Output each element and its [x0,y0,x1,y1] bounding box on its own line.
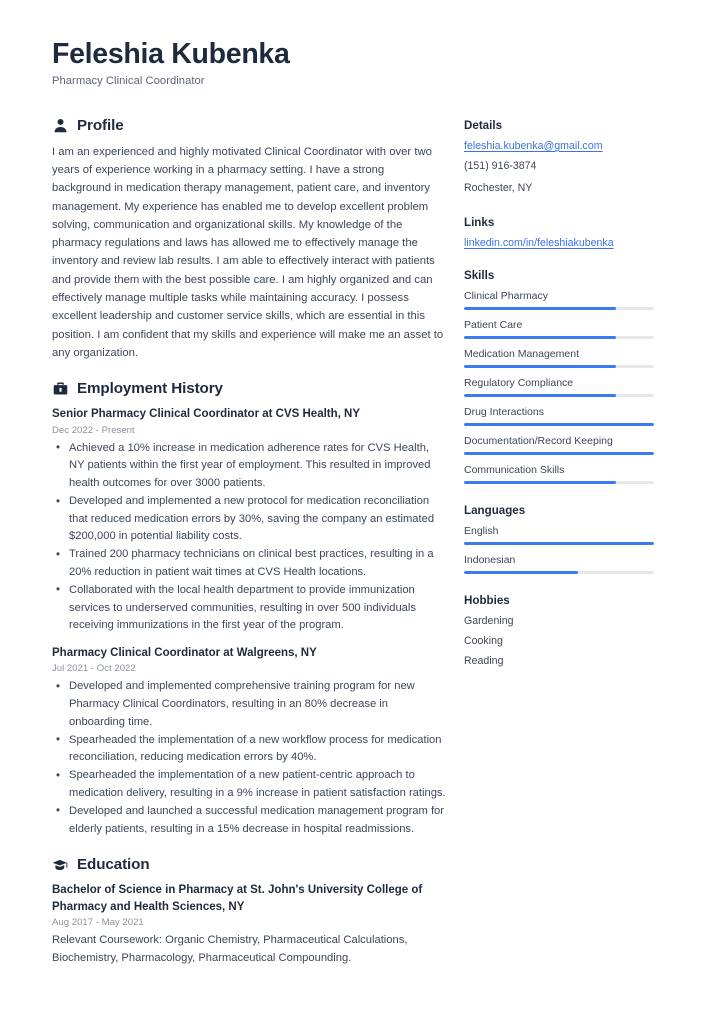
graduation-cap-icon [52,857,68,873]
skill-bar-track [464,307,654,310]
skill-bar-track [464,481,654,484]
section-title-education: Education [77,856,150,874]
language-item [464,525,654,545]
entry-note: Relevant Coursework: Organic Chemistry, Pharmaceutical Calculations, Biochemistry, Pharmacology, Pharmaceutical Compounding. [52,934,408,965]
skill-item [464,464,654,484]
bullet-item: • Developed and implemented comprehensive training program for new Pharmacy Clinical Coordinators, resulting in an 80% decrease in onboarding time. [52,678,446,731]
skill-bar-track [464,394,654,397]
resume-header [52,38,672,87]
skill-bar-fill [464,481,616,484]
skill-label: Regulatory Compliance [464,377,574,390]
entry-date: Aug 2017 - May 2021 [52,917,144,929]
skill-label: Communication Skills [464,464,565,477]
skill-label: Drug Interactions [464,406,544,419]
section-heading-education [52,856,446,873]
skill-bar-fill [464,365,616,368]
skill-bar-fill [464,307,616,310]
briefcase-icon [52,381,68,397]
hobby-item: Cooking [464,635,503,648]
bullet-item: • Trained 200 pharmacy technicians on clinical best practices, resulting in a 20% reduction in patient wait times at CVS Health locations. [52,546,446,581]
skill-item [464,406,654,426]
sidebar-skills [464,269,654,484]
entry-bullet-list [52,678,446,838]
skill-label: Medication Management [464,348,579,361]
skill-bar-track [464,336,654,339]
sidebar-title-skills: Skills [464,269,495,283]
section-heading-employment [52,380,446,397]
employment-entry [52,645,446,838]
resume-body [52,117,672,986]
language-item [464,554,654,574]
linkedin-link[interactable]: linkedin.com/in/feleshiakubenka [464,237,614,250]
skill-label: Documentation/Record Keeping [464,435,613,448]
bullet-item: • Collaborated with the local health department to provide immunization services to underserved communities, resulting in over 500 individuals receiving immunizations in the first year of the program. [52,582,446,635]
entry-title: Pharmacy Clinical Coordinator at Walgreens, NY [52,646,317,659]
bullet-item: • Developed and launched a successful medication management program for elderly patients, resulting in a 15% decrease in hospital readmissions. [52,803,446,838]
skill-bar-track [464,423,654,426]
sidebar-links [464,216,654,249]
language-bar-fill [464,571,578,574]
skill-bar-track [464,365,654,368]
user-icon [52,117,68,133]
entry-title: Bachelor of Science in Pharmacy at St. John's University College of Pharmacy and Health Sciences, NY [52,884,423,913]
entry-date: Dec 2022 - Present [52,424,135,436]
candidate-job-title: Pharmacy Clinical Coordinator [52,74,205,87]
sidebar-hobbies [464,594,654,667]
entry-date: Jul 2021 - Oct 2022 [52,663,136,675]
skill-label: Patient Care [464,319,523,332]
skill-bar-fill [464,452,654,455]
section-title-employment: Employment History [77,380,223,398]
bullet-item: • Spearheaded the implementation of a new workflow process for medication reconciliation, reducing medication errors by 40%. [52,732,446,767]
language-label: Indonesian [464,554,516,567]
education-entry [52,882,446,968]
section-education [52,856,446,968]
sidebar-title-details: Details [464,118,503,132]
hobby-item: Reading [464,655,504,668]
phone-number: (151) 916-3874 [464,159,537,172]
language-bar-track [464,571,654,574]
employment-entry [52,406,446,635]
section-title-profile: Profile [77,116,124,134]
main-column [52,117,464,986]
section-profile [52,117,446,363]
skill-bar-fill [464,423,654,426]
hobby-item: Gardening [464,615,514,628]
skill-item [464,348,654,368]
candidate-name: Feleshia Kubenka [52,38,290,70]
language-label: English [464,525,499,538]
profile-text: I am an experienced and highly motivated Clinical Coordinator with over two years of experience working in a pharmacy setting. I have a strong background in medication therapy management, patient care, and inventory management. My experience has enabled me to develop excellent problem solving, communication and organizational skills. My knowledge of the pharmacy regulations and laws has allowed me to effectively manage the inventory and review lab results. I am able to effectively interact with patients and provide them with the best possible care. I am highly organized and can effectively manage multiple tasks while maintaining accuracy. I possess excellent leadership and customer service skills, which are essential in this position. I am confident that my skills and experience will make me an asset to any organization. [52,145,444,359]
skill-item [464,377,654,397]
location: Rochester, NY [464,181,533,194]
section-employment-history [52,380,446,838]
bullet-item: • Achieved a 10% increase in medication adherence rates for CVS Health, NY patients within the first year of employment. This resulted in improved health outcomes for over 3000 patients. [52,440,446,493]
sidebar-title-languages: Languages [464,504,526,518]
bullet-item: • Spearheaded the implementation of a new patient-centric approach to medication delivery, resulting in a 9% increase in patient satisfaction ratings. [52,767,446,802]
email-link[interactable]: feleshia.kubenka@gmail.com [464,139,603,152]
sidebar-column [464,117,654,688]
skill-bar-fill [464,394,616,397]
entry-title: Senior Pharmacy Clinical Coordinator at CVS Health, NY [52,408,361,421]
section-heading-profile [52,117,446,134]
bullet-item: • Developed and implemented a new protocol for medication reconciliation that reduced medication errors by 30%, saving the company an estimated $200,000 in potential liability costs. [52,493,446,546]
sidebar-languages [464,504,654,574]
skill-item [464,290,654,310]
entry-bullet-list [52,440,446,635]
skill-item [464,319,654,339]
skill-bar-track [464,452,654,455]
skill-label: Clinical Pharmacy [464,290,549,303]
sidebar-title-hobbies: Hobbies [464,594,510,608]
skill-bar-fill [464,336,616,339]
language-bar-track [464,542,654,545]
sidebar-details [464,119,654,197]
language-bar-fill [464,542,654,545]
sidebar-title-links: Links [464,216,495,230]
skill-item [464,435,654,455]
